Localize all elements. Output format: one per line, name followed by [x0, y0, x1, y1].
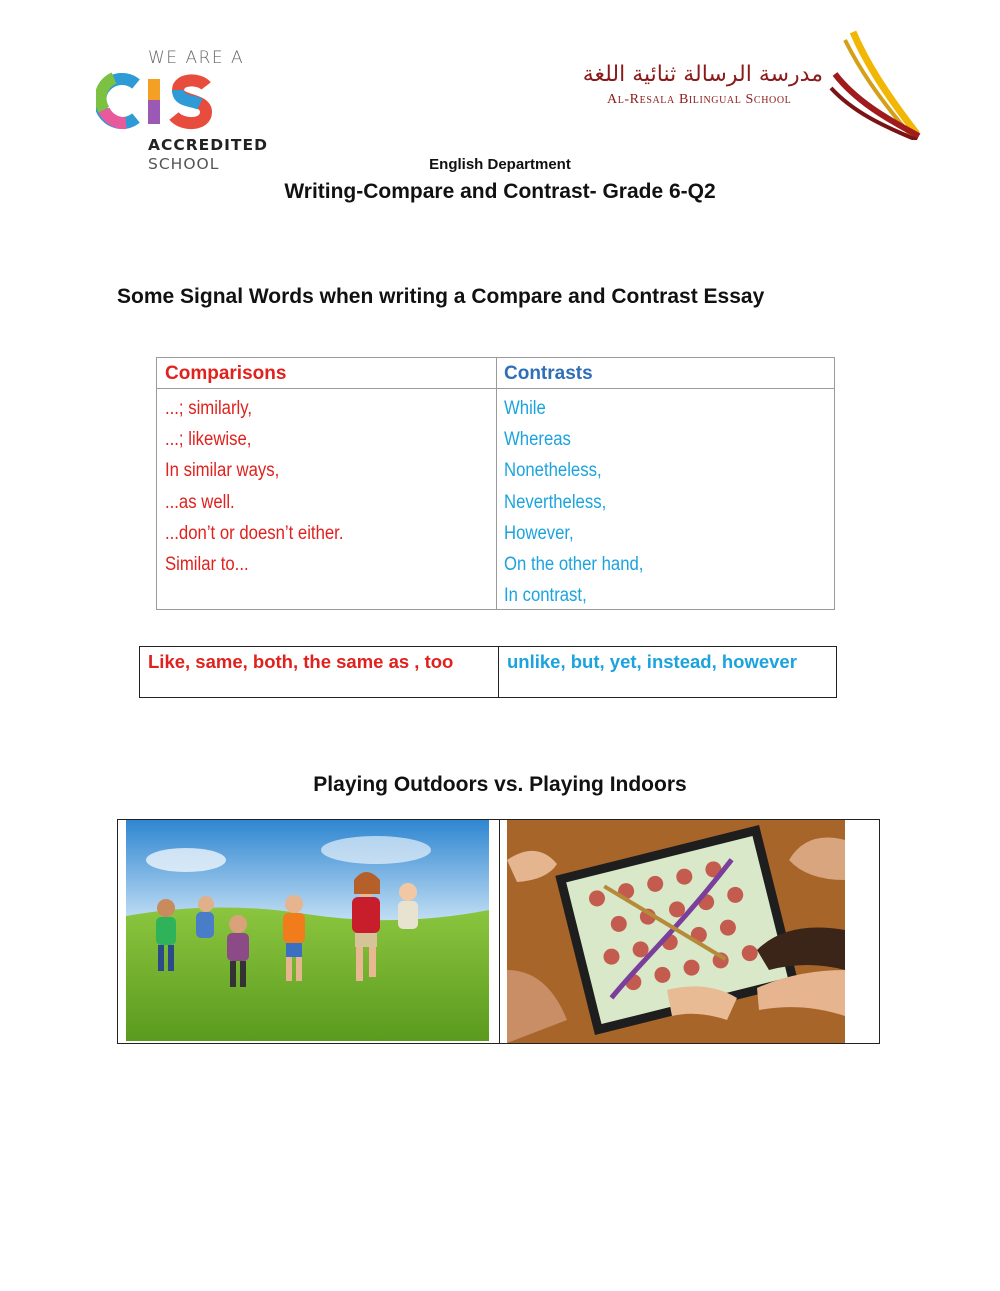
school-book-emblem-icon [825, 30, 925, 140]
comparisons-list [157, 389, 496, 580]
contrasts-list [496, 389, 834, 611]
contrast-word: In contrast, [504, 585, 587, 607]
school-arabic-name: مدرسة الرسالة ثنائية اللغة [582, 62, 823, 87]
compare-words-cell: Like, same, both, the same as , too [140, 647, 499, 697]
contrast-word: On the other hand, [504, 554, 644, 576]
school-english-name: Al-Resala Bilingual School [607, 92, 792, 107]
contrast-word: Nevertheless, [504, 491, 607, 513]
images-divider [499, 820, 500, 1043]
cis-mark-icon [96, 70, 216, 132]
comparison-topic-heading: Playing Outdoors vs. Playing Indoors [313, 773, 687, 796]
comparison-word: In similar ways, [165, 460, 280, 482]
contrast-word: Whereas [504, 429, 571, 451]
cis-school-text: SCHOOL [148, 155, 220, 173]
contrast-word: While [504, 398, 546, 419]
signal-words-table [156, 357, 835, 610]
children-playing-outdoors-photo [126, 820, 489, 1041]
contrast-word: However, [504, 522, 574, 544]
comparison-word: Similar to... [165, 554, 249, 576]
contrast-words-cell: unlike, but, yet, instead, however [507, 651, 797, 672]
signal-words-heading: Some Signal Words when writing a Compare and Contrast Essay [117, 285, 765, 308]
board-game-indoors-photo [507, 820, 845, 1043]
cis-top-text: WE ARE A [148, 48, 245, 68]
contrasts-header: Contrasts [496, 358, 834, 389]
comparison-word: ...; similarly, [165, 398, 253, 419]
cis-accredited-text: ACCREDITED [148, 136, 268, 154]
comparison-images-table [117, 819, 880, 1044]
simple-signal-words-table [139, 646, 837, 698]
al-resala-school-logo [582, 30, 925, 140]
comparison-word: ...as well. [165, 491, 235, 513]
comparison-word: ...don’t or doesn’t either. [165, 522, 344, 544]
contrasts-column [496, 358, 834, 609]
contrast-word: Nonetheless, [504, 460, 602, 482]
comparisons-header: Comparisons [157, 358, 496, 389]
page-title: Writing-Compare and Contrast- Grade 6-Q2 [284, 180, 716, 203]
comparisons-column [157, 358, 497, 609]
comparison-word: ...; likewise, [165, 429, 252, 451]
department-heading: English Department [429, 156, 571, 173]
